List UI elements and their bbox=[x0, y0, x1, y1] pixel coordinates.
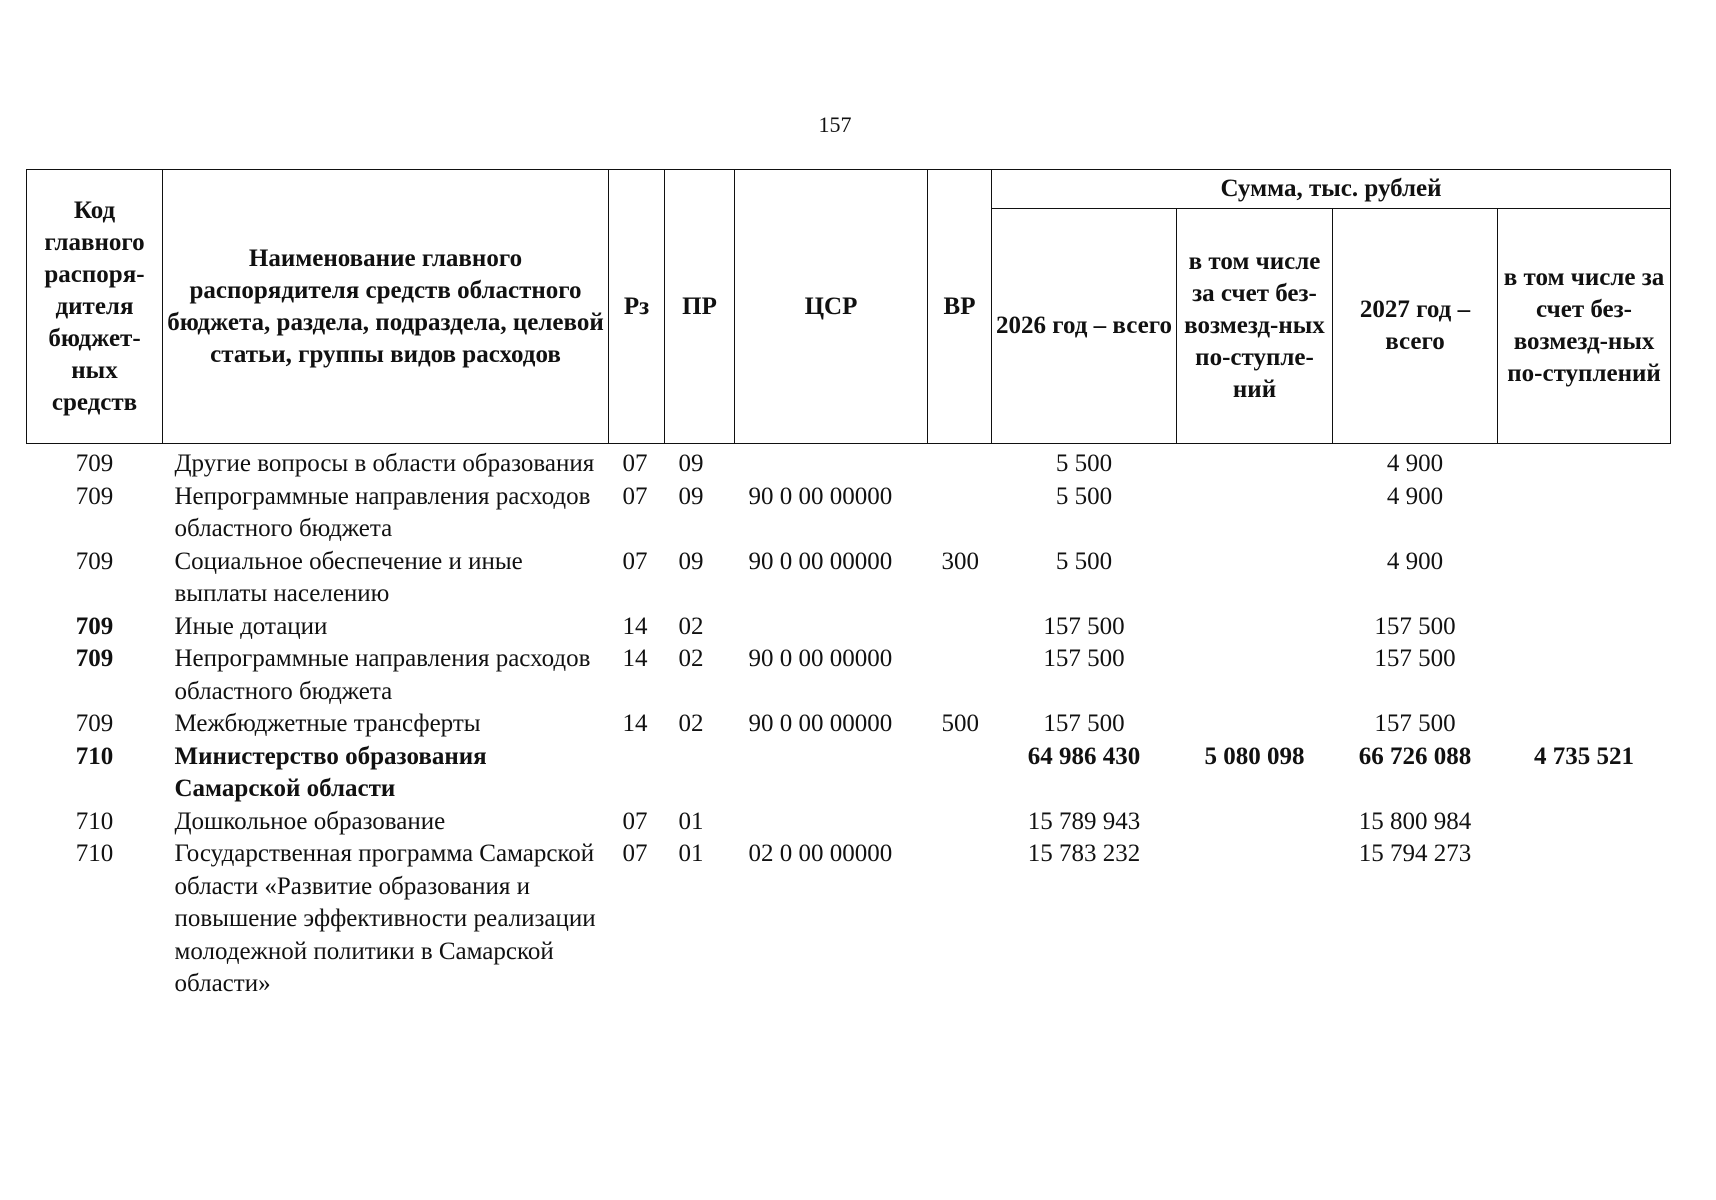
cell-2026-grants bbox=[1177, 806, 1333, 839]
cell-rz: 14 bbox=[622, 645, 648, 672]
cell-csr bbox=[735, 611, 928, 644]
cell-csr: 90 0 00 00000 bbox=[748, 710, 893, 737]
cell-code: 710 bbox=[75, 807, 114, 835]
cell-vr bbox=[928, 806, 992, 839]
cell-csr: 90 0 00 00000 bbox=[748, 645, 893, 672]
cell-2027-total: 157 500 bbox=[1374, 612, 1456, 640]
cell-pr: 09 bbox=[678, 450, 704, 477]
cell-2026-total: 5 500 bbox=[1055, 482, 1113, 510]
header-2026-total: 2026 год – всего bbox=[992, 209, 1177, 444]
cell-2026-grants bbox=[1177, 444, 1333, 481]
header-code: Код главного распоря-дителя бюджет-ных средств bbox=[27, 170, 163, 444]
cell-csr bbox=[735, 444, 928, 481]
cell-2026-total: 15 789 943 bbox=[1027, 807, 1141, 835]
cell-code: 709 bbox=[75, 710, 114, 737]
cell-name: Социальное обеспечение и иные выплаты населению bbox=[174, 547, 523, 607]
header-sum: Сумма, тыс. рублей bbox=[992, 170, 1671, 209]
cell-code: 709 bbox=[75, 482, 114, 510]
table-body bbox=[27, 444, 1671, 1001]
cell-pr: 01 bbox=[678, 807, 704, 835]
cell-name: Непрограммные направления расходов областного бюджета bbox=[174, 645, 591, 705]
cell-2027-grants bbox=[1498, 643, 1671, 708]
table-row bbox=[27, 838, 1671, 1001]
header-2027-grants: в том числе за счет без-возмезд-ных по-ступлений bbox=[1498, 209, 1671, 444]
cell-2026-total: 157 500 bbox=[1043, 612, 1125, 640]
cell-name: Межбюджетные трансферты bbox=[174, 710, 481, 737]
cell-2026-grants bbox=[1177, 838, 1333, 1001]
table-row bbox=[27, 481, 1671, 546]
cell-name: Министерство образования Самарской области bbox=[174, 742, 487, 802]
cell-vr bbox=[928, 481, 992, 546]
cell-pr: 02 bbox=[678, 710, 704, 737]
cell-2027-total: 157 500 bbox=[1374, 710, 1456, 737]
cell-csr: 90 0 00 00000 bbox=[748, 482, 893, 510]
table-row bbox=[27, 444, 1671, 481]
cell-pr: 09 bbox=[678, 482, 704, 510]
cell-rz: 07 bbox=[622, 547, 648, 575]
cell-2027-total: 4 900 bbox=[1386, 547, 1444, 575]
table-row bbox=[27, 708, 1671, 741]
cell-vr bbox=[928, 838, 992, 1001]
cell-csr: 02 0 00 00000 bbox=[748, 840, 893, 867]
cell-code: 710 bbox=[75, 742, 114, 770]
cell-2026-grants bbox=[1177, 546, 1333, 611]
cell-2026-total: 5 500 bbox=[1055, 450, 1113, 477]
header-2026-grants: в том числе за счет без-возмезд-ных по-ступле-ний bbox=[1177, 209, 1333, 444]
cell-vr bbox=[928, 643, 992, 708]
cell-rz bbox=[609, 741, 665, 806]
cell-2027-total: 66 726 088 bbox=[1358, 742, 1472, 770]
cell-name: Дошкольное образование bbox=[174, 807, 446, 835]
cell-rz: 14 bbox=[622, 710, 648, 737]
cell-2026-total: 15 783 232 bbox=[1027, 840, 1141, 867]
table-row bbox=[27, 546, 1671, 611]
table-row bbox=[27, 611, 1671, 644]
cell-vr bbox=[928, 611, 992, 644]
cell-vr: 500 bbox=[941, 710, 979, 737]
cell-2027-grants bbox=[1498, 708, 1671, 741]
header-vr: ВР bbox=[928, 170, 992, 444]
table-header bbox=[27, 170, 1671, 444]
cell-2026-total: 5 500 bbox=[1055, 547, 1113, 575]
page-number: 157 bbox=[818, 112, 852, 137]
cell-rz: 07 bbox=[622, 450, 648, 477]
cell-pr bbox=[665, 741, 735, 806]
header-csr: ЦСР bbox=[735, 170, 928, 444]
cell-code: 709 bbox=[75, 645, 114, 672]
header-name: Наименование главного распорядителя средств областного бюджета, раздела, подраздела, целевой статьи, группы видов расходов bbox=[163, 170, 609, 444]
cell-2027-grants bbox=[1498, 444, 1671, 481]
cell-name: Непрограммные направления расходов областного бюджета bbox=[174, 482, 591, 542]
cell-code: 709 bbox=[75, 450, 114, 477]
cell-2026-grants: 5 080 098 bbox=[1204, 742, 1305, 770]
cell-2026-total: 157 500 bbox=[1043, 645, 1125, 672]
cell-code: 710 bbox=[75, 840, 114, 867]
cell-2027-grants bbox=[1498, 838, 1671, 1001]
table-row bbox=[27, 741, 1671, 806]
cell-vr bbox=[928, 741, 992, 806]
cell-pr: 01 bbox=[678, 840, 704, 867]
cell-2027-grants bbox=[1498, 806, 1671, 839]
cell-csr: 90 0 00 00000 bbox=[748, 547, 893, 575]
cell-rz: 14 bbox=[622, 612, 648, 640]
cell-2027-grants bbox=[1498, 611, 1671, 644]
cell-2026-grants bbox=[1177, 611, 1333, 644]
cell-2027-grants bbox=[1498, 481, 1671, 546]
cell-name: Государственная программа Самарской области «Развитие образования и повышение эффективности реализации молодежной политики в Самарской области» bbox=[174, 840, 596, 997]
cell-csr bbox=[735, 741, 928, 806]
cell-name: Другие вопросы в области образования bbox=[174, 450, 595, 477]
header-pr: ПР bbox=[665, 170, 735, 444]
header-rz: Рз bbox=[609, 170, 665, 444]
cell-2026-grants bbox=[1177, 481, 1333, 546]
cell-2027-grants: 4 735 521 bbox=[1534, 742, 1635, 770]
cell-rz: 07 bbox=[622, 482, 648, 510]
cell-code: 709 bbox=[75, 612, 114, 640]
header-2027-total: 2027 год – всего bbox=[1333, 209, 1498, 444]
table-row bbox=[27, 643, 1671, 708]
cell-2027-total: 15 794 273 bbox=[1358, 840, 1472, 867]
cell-rz: 07 bbox=[622, 807, 648, 835]
cell-code: 709 bbox=[75, 547, 114, 575]
cell-rz: 07 bbox=[622, 840, 648, 867]
cell-2026-total: 157 500 bbox=[1043, 710, 1125, 737]
cell-pr: 02 bbox=[678, 645, 704, 672]
cell-pr: 02 bbox=[678, 612, 704, 640]
cell-csr bbox=[735, 806, 928, 839]
cell-2027-total: 157 500 bbox=[1374, 645, 1456, 672]
cell-2026-grants bbox=[1177, 708, 1333, 741]
cell-2027-total: 15 800 984 bbox=[1358, 807, 1472, 835]
table-row bbox=[27, 806, 1671, 839]
cell-2027-grants bbox=[1498, 546, 1671, 611]
cell-vr: 300 bbox=[941, 547, 979, 575]
cell-name: Иные дотации bbox=[174, 612, 328, 640]
cell-pr: 09 bbox=[678, 547, 704, 575]
cell-2026-grants bbox=[1177, 643, 1333, 708]
cell-2027-total: 4 900 bbox=[1386, 482, 1444, 510]
budget-table bbox=[26, 169, 1671, 1001]
cell-2027-total: 4 900 bbox=[1386, 450, 1444, 477]
cell-vr bbox=[928, 444, 992, 481]
cell-2026-total: 64 986 430 bbox=[1027, 742, 1141, 770]
